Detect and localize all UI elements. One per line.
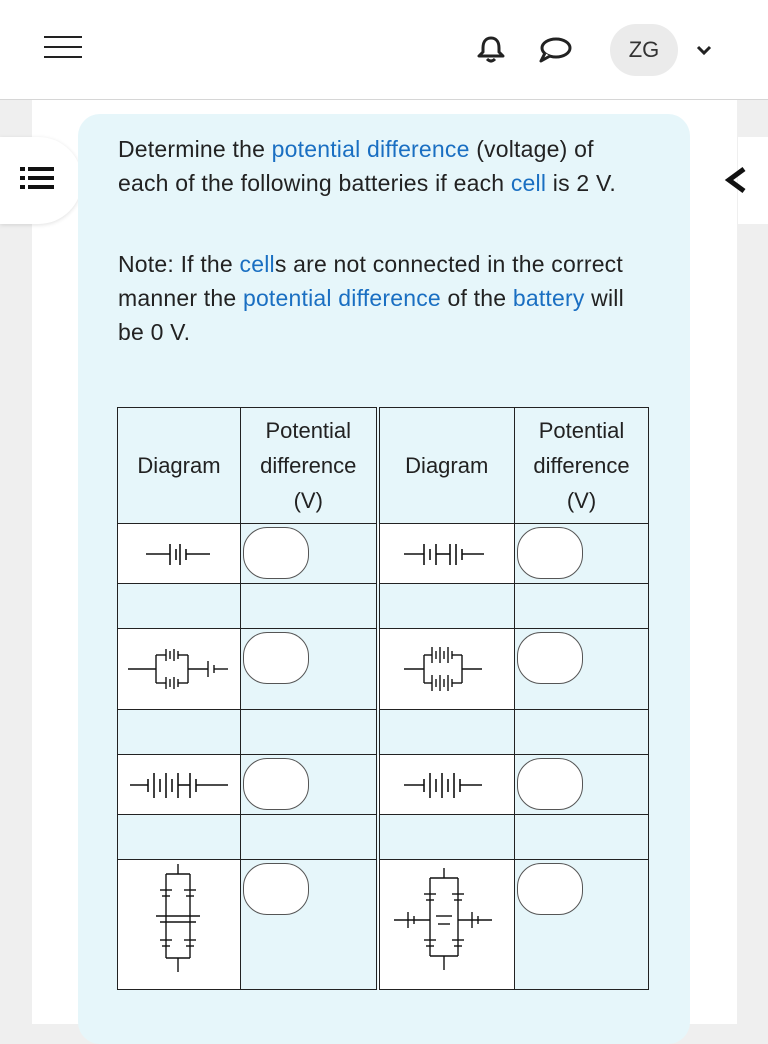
battery-table — [117, 407, 649, 990]
avatar-initials: ZG — [628, 37, 660, 62]
answer-input[interactable] — [517, 758, 583, 810]
table-row — [118, 755, 649, 815]
glossary-link[interactable]: potential difference — [271, 136, 470, 162]
table-spacer-row — [118, 815, 649, 860]
note-text — [118, 247, 638, 349]
text-segment: Note: If the — [118, 251, 240, 277]
table-spacer-row — [118, 584, 649, 629]
table-spacer-row — [118, 710, 649, 755]
top-bar — [0, 0, 768, 100]
answer-input[interactable] — [243, 632, 309, 684]
chat-icon[interactable] — [537, 36, 573, 64]
answer-cell — [515, 860, 649, 990]
answer-cell — [241, 524, 378, 584]
answer-cell — [241, 860, 378, 990]
battery-diagram-three-cells-reversed — [378, 524, 515, 584]
chevron-down-icon[interactable] — [696, 44, 712, 56]
answer-input[interactable] — [517, 527, 583, 579]
answer-cell — [515, 629, 649, 710]
battery-diagram-four-cells — [118, 755, 241, 815]
answer-cell — [241, 629, 378, 710]
text-segment: (voltage) of each of the following batteries if each — [118, 136, 594, 196]
column-header-potential-difference: Potential difference (V) — [515, 408, 649, 524]
column-header-diagram: Diagram — [118, 408, 241, 524]
column-header-potential-difference: Potential difference (V) — [241, 408, 378, 524]
column-header-diagram: Diagram — [378, 408, 515, 524]
avatar[interactable] — [610, 24, 678, 76]
text-segment: of the — [440, 285, 513, 311]
glossary-link[interactable]: cell — [510, 170, 547, 196]
bell-icon[interactable] — [475, 34, 507, 64]
battery-diagram-vertical-parallel — [118, 860, 241, 990]
answer-input[interactable] — [243, 863, 309, 915]
battery-diagram-parallel-branches-with-cell — [118, 629, 241, 710]
battery-diagram-two-cells — [118, 524, 241, 584]
answer-input[interactable] — [243, 527, 309, 579]
text-segment: is 2 V. — [546, 170, 616, 196]
glossary-link[interactable]: battery — [512, 285, 585, 311]
table-row — [118, 524, 649, 584]
answer-cell — [515, 755, 649, 815]
text-segment: Determine the — [118, 136, 272, 162]
text-segment: s are not connected in the correct manner the — [118, 251, 623, 311]
answer-input[interactable] — [517, 632, 583, 684]
battery-diagram-vertical-parallel-series — [378, 860, 515, 990]
glossary-link[interactable]: cell — [239, 251, 275, 277]
battery-diagram-three-cells — [378, 755, 515, 815]
answer-input[interactable] — [517, 863, 583, 915]
answer-cell — [515, 524, 649, 584]
answer-input[interactable] — [243, 758, 309, 810]
chevron-left-icon[interactable] — [722, 166, 748, 194]
menu-icon[interactable] — [44, 36, 82, 62]
table-header-row — [118, 408, 649, 524]
answer-cell — [241, 755, 378, 815]
text-segment: will be 0 V. — [118, 285, 624, 345]
question-text — [118, 132, 638, 200]
list-icon[interactable] — [20, 165, 54, 191]
table-row — [118, 860, 649, 990]
table-row — [118, 629, 649, 710]
glossary-link[interactable]: potential difference — [242, 285, 441, 311]
battery-diagram-parallel-branches — [378, 629, 515, 710]
